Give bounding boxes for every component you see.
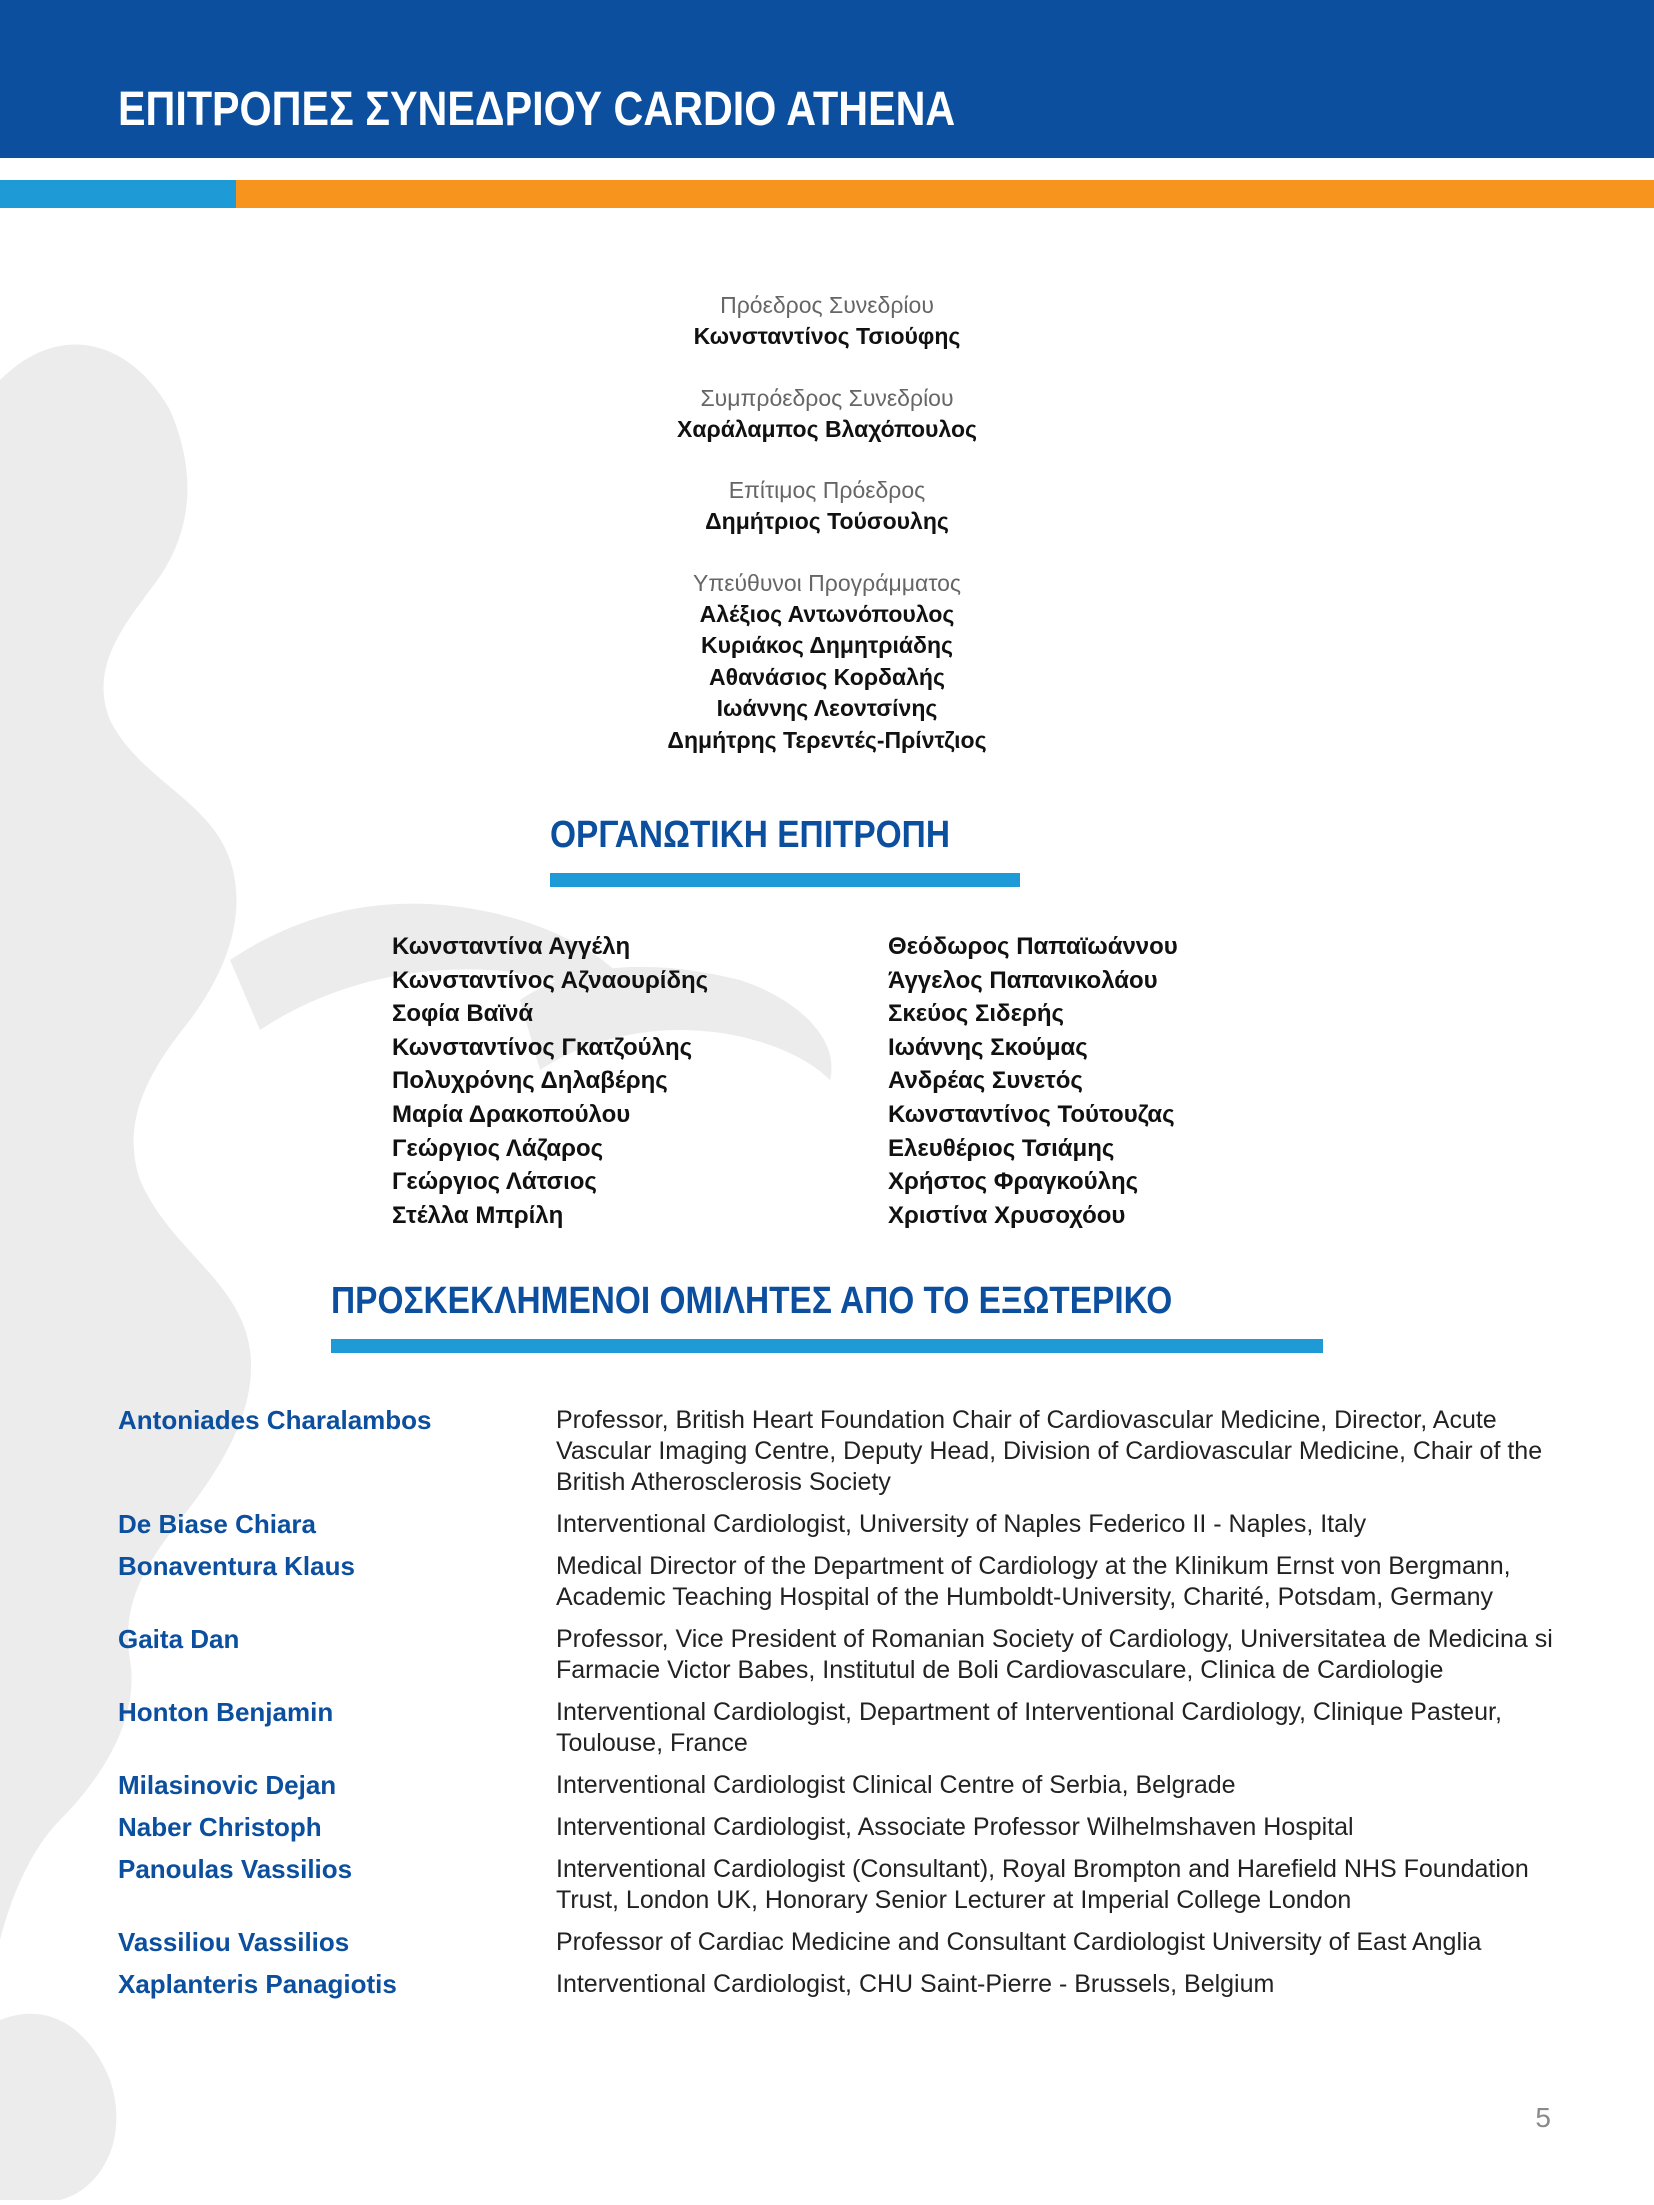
speaker-description: Interventional Cardiologist Clinical Centre of Serbia, Belgrade <box>556 1771 1236 1799</box>
officer-role: Υπεύθυνοι Προγράμματος <box>692 569 961 596</box>
committee-member: Χρήστος Φραγκούλης <box>888 1168 1139 1196</box>
officer-name: Κυριάκος Δημητριάδης <box>700 632 954 658</box>
committee-member: Πολυχρόνης Δηλαβέρης <box>392 1067 668 1095</box>
invited-speakers-title: ΠΡΟΣΚΕΚΛΗΜΕΝΟΙ ΟΜΙΛΗΤΕΣ ΑΠΟ ΤΟ ΕΞΩΤΕΡΙΚΟ <box>331 1280 1173 1322</box>
committee-member: Σοφία Βαϊνά <box>392 1000 534 1028</box>
speaker-name: Gaita Dan <box>118 1624 240 1654</box>
committee-member: Σκεύος Σιδερής <box>888 1000 1064 1028</box>
committee-member: Ελευθέριος Τσιάμης <box>888 1134 1115 1162</box>
officer-role: Επίτιμος Πρόεδρος <box>728 477 926 503</box>
committee-member: Γεώργιος Λάτσιος <box>392 1168 597 1196</box>
speaker-name: Antoniades Charalambos <box>118 1405 432 1435</box>
committee-member: Μαρία Δρακοπούλου <box>392 1100 631 1128</box>
officer-name: Ιωάννης Λεοντσίνης <box>716 695 938 721</box>
officers-block <box>427 290 1227 786</box>
speaker-description: Interventional Cardiologist, CHU Saint-Pierre - Brussels, Belgium <box>556 1970 1275 1998</box>
accent-stripe-blue <box>0 180 236 208</box>
committee-member: Κωνσταντίνος Τούτουζας <box>888 1100 1175 1128</box>
officer-group-honorary <box>427 475 1227 538</box>
committee-member: Χριστίνα Χρυσοχόου <box>888 1201 1126 1229</box>
committee-member: Ιωάννης Σκούμας <box>888 1033 1088 1061</box>
speakers-list <box>118 1405 1558 2011</box>
officer-name: Αλέξιος Αντωνόπουλος <box>699 600 955 627</box>
speaker-name: Milasinovic Dejan <box>118 1770 337 1800</box>
speaker-name: Vassiliou Vassilios <box>118 1927 350 1957</box>
speaker-entry <box>118 1697 1558 1759</box>
speaker-description: Interventional Cardiologist (Consultant), Royal Brompton and Harefield NHS Foundation Trust, London UK, Honorary Senior Lecturer at Imperial College London <box>556 1855 1529 1914</box>
speaker-description: Professor, British Heart Foundation Chair of Cardiovascular Medicine, Director, Acute Vascular Imaging Centre, Deputy Head, Division of Cardiovascular Medicine, Chair of the British Atherosclerosis Society <box>556 1406 1543 1496</box>
committee-member: Στέλλα Μπρίλη <box>392 1201 564 1229</box>
page-title: ΕΠΙΤΡΟΠΕΣ ΣΥΝΕΔΡΙΟΥ CARDIO ATHENA <box>118 83 956 136</box>
speaker-entry <box>118 1624 1558 1686</box>
speaker-description: Interventional Cardiologist, Department of Interventional Cardiology, Clinique Pasteur, Toulouse, France <box>556 1698 1502 1757</box>
speaker-entry <box>118 1969 1558 2000</box>
speaker-entry <box>118 1812 1558 1843</box>
officer-name: Δημήτρης Τερεντές-Πρίντζιος <box>667 726 987 753</box>
officer-name: Αθανάσιος Κορδαλής <box>709 663 945 690</box>
speaker-name: Bonaventura Klaus <box>118 1551 355 1581</box>
officer-name: Χαράλαμπος Βλαχόπουλος <box>677 415 977 442</box>
officer-role: Συμπρόεδρος Συνεδρίου <box>700 384 954 411</box>
speaker-description: Interventional Cardiologist, University of Naples Federico II - Naples, Italy <box>556 1510 1367 1538</box>
organizing-committee-left-column <box>392 930 708 1232</box>
committee-member: Κωνσταντίνα Αγγέλη <box>392 933 631 960</box>
committee-member: Κωνσταντίνος Αζναουρίδης <box>392 966 709 994</box>
committee-member: Άγγελος Παπανικολάου <box>888 966 1158 994</box>
speaker-entry <box>118 1854 1558 1916</box>
organizing-committee-underline <box>550 873 1020 887</box>
committee-member: Θεόδωρος Παπαϊωάννου <box>888 933 1178 960</box>
speaker-entry <box>118 1927 1558 1958</box>
speaker-entry <box>118 1509 1558 1540</box>
officer-name: Κωνσταντίνος Τσιούφης <box>693 323 961 349</box>
committee-member: Ανδρέας Συνετός <box>888 1067 1083 1095</box>
speaker-entry <box>118 1770 1558 1801</box>
speaker-name: Honton Benjamin <box>118 1697 334 1727</box>
accent-stripe-orange <box>236 180 1654 208</box>
speaker-name: Panoulas Vassilios <box>118 1854 353 1884</box>
committee-member: Κωνσταντίνος Γκατζούλης <box>392 1033 693 1061</box>
officer-group-copresident <box>427 383 1227 446</box>
speaker-description: Professor, Vice President of Romanian Society of Cardiology, Universitatea de Medicina si Farmacie Victor Babes, Institutul de Boli Cardiovasculare, Clinica de Cardiologie <box>556 1625 1553 1684</box>
speaker-description: Professor of Cardiac Medicine and Consultant Cardiologist University of East Anglia <box>556 1928 1482 1956</box>
speaker-description: Medical Director of the Department of Cardiology at the Klinikum Ernst von Bergmann, Academic Teaching Hospital of the Humboldt-University, Charité, Potsdam, Germany <box>556 1552 1511 1611</box>
speaker-name: Naber Christoph <box>118 1812 322 1842</box>
organizing-committee-title: ΟΡΓΑΝΩΤΙΚΗ ΕΠΙΤΡΟΠΗ <box>550 814 950 856</box>
speaker-name: De Biase Chiara <box>118 1509 316 1539</box>
speaker-name: Xaplanteris Panagiotis <box>118 1969 397 1999</box>
speaker-entry <box>118 1551 1558 1613</box>
officer-group-president <box>427 290 1227 353</box>
speaker-description: Interventional Cardiologist, Associate Professor Wilhelmshaven Hospital <box>556 1813 1354 1841</box>
committee-member: Γεώργιος Λάζαρος <box>392 1134 604 1162</box>
officer-name: Δημήτριος Τούσουλης <box>705 508 949 534</box>
organizing-committee-right-column <box>888 930 1178 1232</box>
officer-role: Πρόεδρος Συνεδρίου <box>720 292 934 318</box>
page-number: 5 <box>1535 2102 1551 2133</box>
speaker-entry <box>118 1405 1558 1498</box>
invited-speakers-underline <box>331 1339 1323 1353</box>
officer-group-program <box>427 568 1227 757</box>
